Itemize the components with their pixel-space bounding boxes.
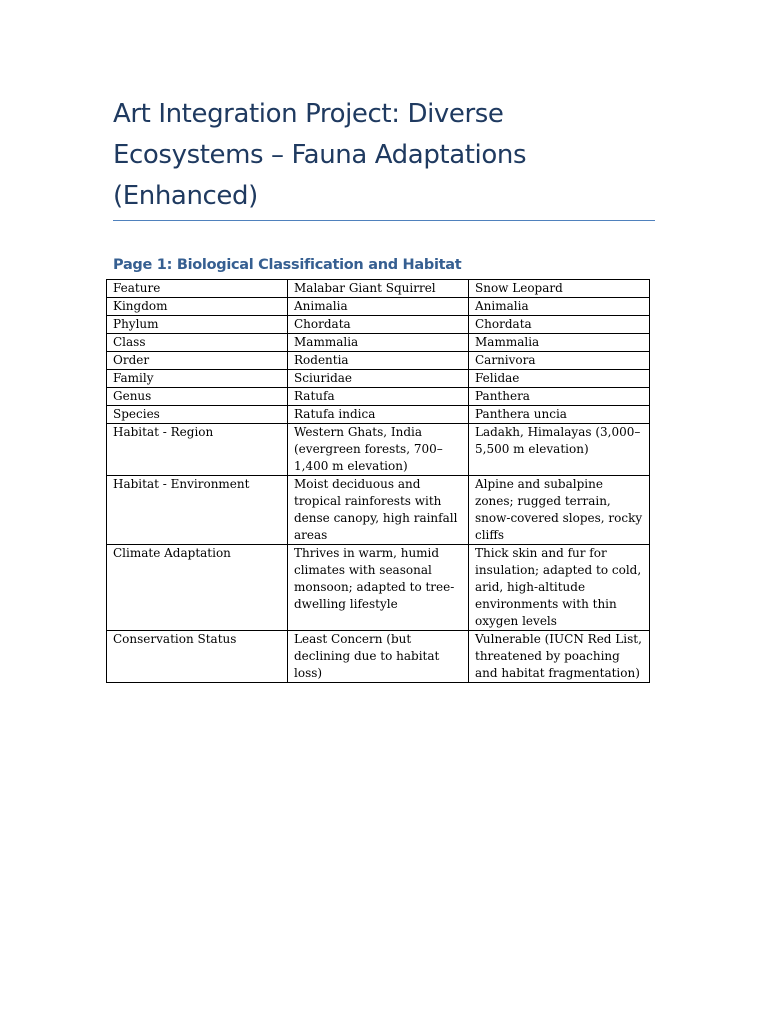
table-row: [107, 388, 650, 406]
table-cell: Felidae: [469, 370, 650, 388]
table-row: [107, 298, 650, 316]
table-cell-feature: Climate Adaptation: [107, 545, 288, 631]
column-header: Snow Leopard: [469, 280, 650, 298]
table-cell: Mammalia: [288, 334, 469, 352]
column-header: Feature: [107, 280, 288, 298]
table-cell: Alpine and subalpine zones; rugged terrain, snow-covered slopes, rocky cliffs: [469, 476, 650, 545]
table-row: [107, 316, 650, 334]
table-cell-feature: Species: [107, 406, 288, 424]
table-cell: Moist deciduous and tropical rainforests with dense canopy, high rainfall areas: [288, 476, 469, 545]
table-cell-feature: Phylum: [107, 316, 288, 334]
table-cell: Mammalia: [469, 334, 650, 352]
table-row: [107, 476, 650, 545]
table-cell: Ratufa: [288, 388, 469, 406]
table-cell-feature: Habitat - Region: [107, 424, 288, 476]
table-cell-feature: Family: [107, 370, 288, 388]
table-cell-feature: Class: [107, 334, 288, 352]
table-cell: Vulnerable (IUCN Red List, threatened by poaching and habitat fragmentation): [469, 631, 650, 683]
table-cell: Least Concern (but declining due to habitat loss): [288, 631, 469, 683]
table-cell: Thick skin and fur for insulation; adapted to cold, arid, high-altitude environments with thin oxygen levels: [469, 545, 650, 631]
table-cell: Ladakh, Himalayas (3,000–5,500 m elevation): [469, 424, 650, 476]
table-cell: Ratufa indica: [288, 406, 469, 424]
document-title: Art Integration Project: Diverse Ecosystems – Fauna Adaptations (Enhanced): [113, 99, 527, 211]
table-cell: Carnivora: [469, 352, 650, 370]
table-cell-feature: Habitat - Environment: [107, 476, 288, 545]
table-row: [107, 370, 650, 388]
table-cell: Chordata: [288, 316, 469, 334]
table-cell-feature: Conservation Status: [107, 631, 288, 683]
table-cell-feature: Genus: [107, 388, 288, 406]
table-cell-feature: Order: [107, 352, 288, 370]
table-cell: Western Ghats, India (evergreen forests, 700–1,400 m elevation): [288, 424, 469, 476]
table-cell: Thrives in warm, humid climates with seasonal monsoon; adapted to tree-dwelling lifestyle: [288, 545, 469, 631]
section-heading: Page 1: Biological Classification and Habitat: [113, 257, 462, 273]
table-cell: Animalia: [288, 298, 469, 316]
table-cell: Chordata: [469, 316, 650, 334]
table-row: [107, 631, 650, 683]
column-header: Malabar Giant Squirrel: [288, 280, 469, 298]
table-row: [107, 352, 650, 370]
table-cell-feature: Kingdom: [107, 298, 288, 316]
table-cell: Sciuridae: [288, 370, 469, 388]
table-row: [107, 424, 650, 476]
classification-table: [106, 279, 650, 683]
table-row: [107, 334, 650, 352]
table-row: [107, 406, 650, 424]
table-cell: Panthera: [469, 388, 650, 406]
title-divider: [113, 220, 655, 221]
table-row: [107, 545, 650, 631]
table-cell: Rodentia: [288, 352, 469, 370]
table-cell: Panthera uncia: [469, 406, 650, 424]
table-cell: Animalia: [469, 298, 650, 316]
table-header-row: [107, 280, 650, 298]
